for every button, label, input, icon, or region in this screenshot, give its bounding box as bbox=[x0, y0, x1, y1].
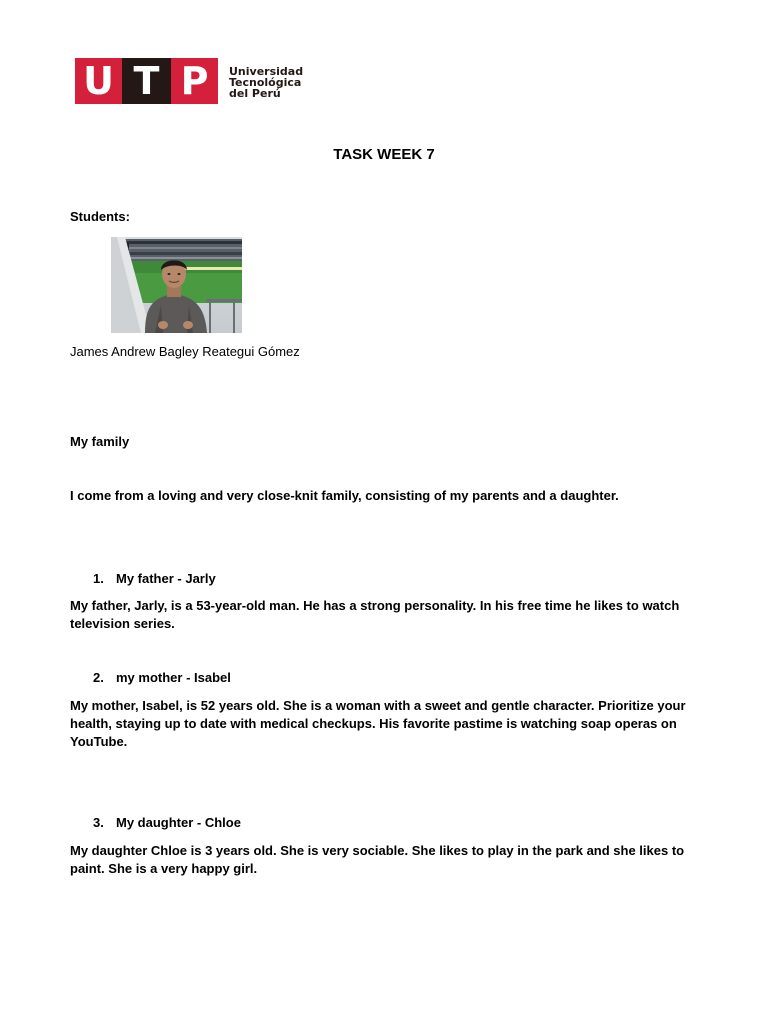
member-paragraph: My daughter Chloe is 3 years old. She is very sociable. She likes to play in the park and she likes to paint. She is a very happy girl. bbox=[70, 843, 685, 876]
member-paragraph: My father, Jarly, is a 53-year-old man. He has a strong personality. In his free time he likes to watch television series. bbox=[70, 598, 680, 631]
student-name: James Andrew Bagley Reategui Gómez bbox=[70, 344, 300, 359]
section-title: My family bbox=[70, 434, 130, 449]
student-photo bbox=[111, 237, 242, 333]
logo-letter-p: P bbox=[171, 58, 218, 104]
member-heading: My daughter - Chloe bbox=[116, 815, 241, 830]
member-heading: My father - Jarly bbox=[116, 571, 216, 586]
utp-logo bbox=[75, 58, 305, 105]
page-title: TASK WEEK 7 bbox=[333, 146, 435, 163]
logo-university-name: Universidad Tecnológica del Perú bbox=[229, 65, 304, 100]
list-number: 2. bbox=[93, 670, 104, 685]
intro-paragraph: I come from a loving and very close-knit family, consisting of my parents and a daughter. bbox=[70, 488, 619, 503]
member-heading: my mother - Isabel bbox=[116, 670, 231, 685]
logo-letter-u: U bbox=[75, 58, 122, 104]
logo-letter-t: T bbox=[122, 58, 171, 104]
member-paragraph: My mother, Isabel, is 52 years old. She is a woman with a sweet and gentle character. Prioritize your health, staying up to date with medical checkups. His favorite pastime is watching soap operas on YouTube. bbox=[70, 698, 686, 749]
list-number: 1. bbox=[93, 571, 104, 586]
students-label: Students: bbox=[70, 209, 130, 224]
list-number: 3. bbox=[93, 815, 104, 830]
